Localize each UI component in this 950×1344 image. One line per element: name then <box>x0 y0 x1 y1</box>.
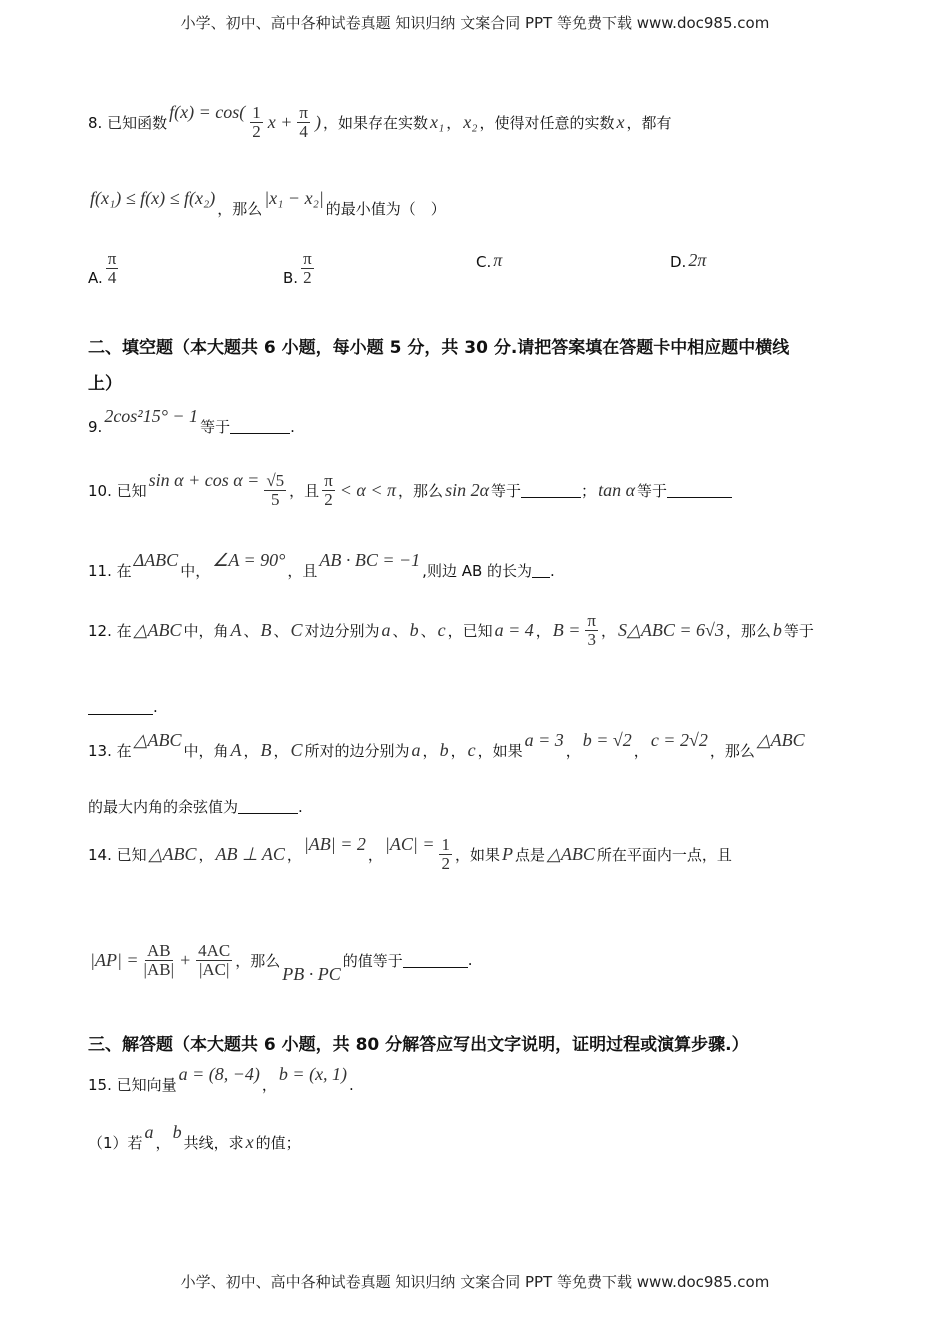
text: 所对的边分别为 <box>304 742 410 760</box>
math-expression: b = √2 <box>582 730 632 750</box>
text: ，如果 <box>477 742 523 760</box>
text: ，已知 <box>447 621 493 640</box>
fraction <box>585 612 598 649</box>
option-value: π <box>493 250 503 270</box>
math-expression: a = 3 <box>524 730 564 750</box>
text: 11. 在 <box>88 562 132 580</box>
text: 的值； <box>255 1134 301 1152</box>
text: 、 <box>273 621 289 640</box>
math-expression: S△ABC = 6√3 <box>618 619 724 640</box>
question-line <box>88 941 473 984</box>
text: ,则边 AB 的长为 <box>422 562 533 580</box>
fraction-denominator: 4 <box>299 121 308 141</box>
fraction-numerator: AB <box>146 941 171 960</box>
math-expression: ΔABC <box>133 550 179 570</box>
text: ，那么 <box>709 742 755 760</box>
section-heading-fill-in-cont: 上） <box>88 374 122 394</box>
fraction <box>196 942 232 979</box>
text: 12. 在 <box>88 621 132 640</box>
text: 15. 已知向量 <box>88 1076 177 1094</box>
fraction-denominator: 3 <box>587 629 596 649</box>
fraction-denominator: 2 <box>252 121 261 141</box>
math-expression: f(x₁) ≤ f(x) ≤ f(x₂) <box>90 188 216 208</box>
math-expression: b <box>439 740 449 760</box>
text: ， <box>286 845 302 864</box>
text: ； <box>581 481 597 500</box>
math-expression: |AB| = 2 <box>303 833 366 854</box>
text: ， <box>446 113 462 132</box>
math-expression: △ABC <box>756 730 805 750</box>
text: 9. <box>88 417 103 436</box>
question-line <box>88 1122 301 1153</box>
text: 对边分别为 <box>304 621 380 640</box>
text: 中，角 <box>183 742 229 760</box>
answer-blank <box>532 563 550 578</box>
text: ，且 <box>287 562 318 580</box>
option-value: 2π <box>688 250 707 270</box>
fraction-numerator: π <box>587 611 597 630</box>
fraction <box>322 472 335 509</box>
math-expression: 2cos²15° − 1 <box>104 406 199 426</box>
math-expression: x₁ <box>429 111 445 132</box>
math-expression: b <box>172 1122 182 1142</box>
answer-blank <box>88 700 153 715</box>
text: 13. 在 <box>88 742 132 760</box>
text: 共线，求 <box>183 1134 244 1152</box>
answer-blank <box>521 483 581 498</box>
math-expression: x <box>245 1132 254 1152</box>
text: 中， <box>180 562 211 580</box>
math-expression: B = <box>552 619 581 640</box>
fraction-numerator: 1 <box>441 835 450 854</box>
text: 、 <box>243 621 259 640</box>
math-expression: f(x) = cos( <box>169 101 246 122</box>
question-line <box>88 101 672 141</box>
text: 10. 已知 <box>88 481 147 500</box>
fraction-denominator: 2 <box>324 489 333 509</box>
page-header: 小学、初中、高中各种试卷真题 知识归纳 文案合同 PPT 等免费下载 www.doc985.com <box>180 14 770 32</box>
math-expression: ∠A = 90° <box>212 550 286 570</box>
math-expression: c <box>437 619 446 640</box>
math-expression: B <box>260 619 272 640</box>
text: 点是 <box>514 845 545 864</box>
text: . <box>349 1075 354 1094</box>
math-expression: PB · PC <box>282 963 341 984</box>
text: ， <box>422 742 438 760</box>
text: 8. 已知函数 <box>88 113 168 132</box>
text: 的最小值为（ ） <box>325 200 446 218</box>
option-d <box>670 250 708 271</box>
fraction-numerator: π <box>303 249 312 268</box>
text: ， <box>601 621 617 640</box>
fraction-numerator: π <box>324 471 333 490</box>
math-expression: < α < π <box>339 479 397 500</box>
text: 中，角 <box>183 621 229 640</box>
math-expression: a <box>411 740 421 760</box>
math-expression: a <box>381 619 391 640</box>
option-label: A. <box>88 268 103 287</box>
text: ， <box>633 742 649 760</box>
text: ， <box>243 742 259 760</box>
text: 等于 <box>491 481 522 500</box>
math-expression: b = (x, 1) <box>278 1064 348 1084</box>
option-c <box>476 250 504 271</box>
text: ，那么 <box>398 481 444 500</box>
math-expression: B <box>260 740 272 760</box>
text: . <box>298 797 303 816</box>
math-expression: a <box>144 1122 154 1142</box>
text: ，都有 <box>626 113 672 132</box>
text: ， <box>273 742 289 760</box>
math-expression: AB ⊥ AC <box>215 843 285 864</box>
text: ， <box>565 742 581 760</box>
option-a <box>88 250 121 287</box>
text: . <box>550 561 555 580</box>
math-expression: sin α + cos α = <box>148 469 260 490</box>
math-expression: |x₁ − x₂| <box>264 188 324 208</box>
page-footer: 小学、初中、高中各种试卷真题 知识归纳 文案合同 PPT 等免费下载 www.doc985.com <box>180 1273 770 1291</box>
math-expression: C <box>290 740 303 760</box>
fraction <box>301 250 314 287</box>
math-expression: △ABC <box>133 619 182 640</box>
math-expression: P <box>501 843 513 864</box>
math-expression: + <box>178 949 192 970</box>
question-line <box>88 550 555 581</box>
question-line <box>88 406 295 437</box>
text: ，那么 <box>725 621 771 640</box>
section-heading-answer: 三、解答题（本大题共 6 小题，共 80 分解答应写出文字说明，证明过程或演算步骤.） <box>88 1035 749 1055</box>
math-expression: △ABC <box>547 843 595 864</box>
fraction-numerator: π <box>107 249 117 268</box>
math-expression: x₂ <box>463 111 478 132</box>
fraction <box>264 472 286 509</box>
question-line <box>88 796 303 817</box>
text: ，如果存在实数 <box>322 113 428 132</box>
fraction-denominator: 2 <box>441 853 450 873</box>
text: ，那么 <box>217 200 263 218</box>
math-expression: |AC| = <box>384 833 435 854</box>
math-expression: A <box>230 740 242 760</box>
math-expression: b <box>409 619 419 640</box>
fraction <box>297 104 310 141</box>
question-line <box>88 730 807 761</box>
fraction-numerator: √5 <box>266 471 285 490</box>
fraction <box>144 942 174 979</box>
math-expression: sin 2α <box>445 479 490 500</box>
fraction <box>106 250 119 287</box>
text: ， <box>367 845 383 864</box>
text: 、 <box>392 621 408 640</box>
text: ， <box>155 1134 171 1152</box>
math-expression: x <box>616 111 625 132</box>
math-expression: |AP| = <box>90 949 139 970</box>
section-heading-fill-in: 二、填空题（本大题共 6 小题，每小题 5 分，共 30 分.请把答案填在答题卡中相应题中横线 <box>88 338 790 358</box>
text: . <box>153 698 158 716</box>
math-expression: b <box>772 619 782 640</box>
math-expression: A <box>230 619 242 640</box>
math-expression: c <box>467 740 476 760</box>
fraction-numerator: 4AC <box>198 941 231 960</box>
fraction-numerator: 1 <box>252 103 261 122</box>
question-line <box>88 698 158 716</box>
math-expression: a = 4 <box>494 619 534 640</box>
text: ，使得对任意的实数 <box>479 113 615 132</box>
text: ， <box>450 742 466 760</box>
option-label: D. <box>670 253 687 271</box>
text: 、 <box>420 621 436 640</box>
text: 等于 <box>200 418 231 436</box>
text: 等于 <box>783 621 814 640</box>
fraction-denominator: 4 <box>107 267 117 287</box>
math-expression: tan α <box>598 479 636 500</box>
math-expression: △ABC <box>148 843 197 864</box>
text: 14. 已知 <box>88 845 147 864</box>
math-expression: C <box>290 619 303 640</box>
text: . <box>290 417 295 436</box>
question-line <box>88 188 446 219</box>
math-expression: △ABC <box>133 730 182 750</box>
text: 的最大内角的余弦值为 <box>88 798 239 816</box>
fraction-denominator: 2 <box>303 267 312 287</box>
math-expression: AB · BC = −1 <box>319 550 421 570</box>
text: ，那么 <box>235 951 281 970</box>
question-line <box>88 833 732 873</box>
math-expression: a = (8, −4) <box>178 1064 260 1084</box>
fraction <box>439 836 452 873</box>
answer-blank <box>667 483 732 498</box>
text: . <box>467 951 473 970</box>
text: ， <box>198 845 214 864</box>
text: 等于 <box>637 481 668 500</box>
question-line <box>88 1064 354 1095</box>
question-line <box>88 612 814 649</box>
math-expression: ) <box>314 111 321 132</box>
text: （1）若 <box>88 1134 143 1152</box>
fraction-denominator: |AC| <box>198 959 230 979</box>
fraction-numerator: π <box>299 103 308 122</box>
text: ，如果 <box>454 845 500 864</box>
fraction <box>250 104 263 141</box>
answer-blank <box>238 799 298 814</box>
text: ， <box>535 621 551 640</box>
math-expression: c = 2√2 <box>650 730 708 750</box>
option-label: B. <box>283 268 299 287</box>
option-label: C. <box>476 253 492 271</box>
fraction-denominator: |AB| <box>143 959 174 979</box>
math-expression: x + <box>267 111 293 132</box>
text: 的值等于 <box>342 951 403 970</box>
answer-blank <box>230 419 290 434</box>
answer-blank <box>403 953 468 968</box>
text: 所在平面内一点，且 <box>596 845 732 864</box>
text: ，且 <box>289 481 320 500</box>
fraction-denominator: 5 <box>271 489 280 509</box>
text: ， <box>261 1076 277 1094</box>
option-b <box>283 250 317 287</box>
question-line <box>88 469 732 509</box>
